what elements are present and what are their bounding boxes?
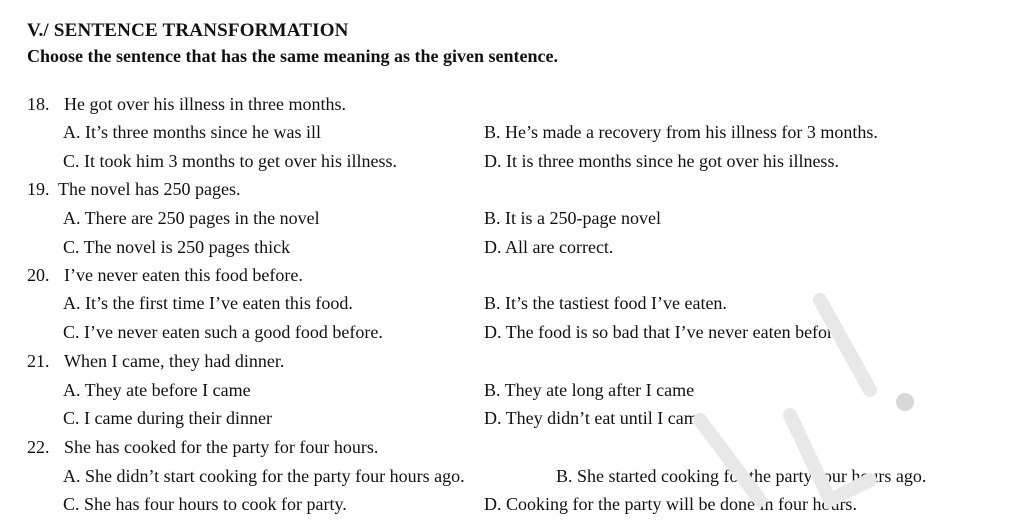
question-20-option-d[interactable]: D. The food is so bad that I’ve never eaten before. [484,322,846,342]
question-number: 22. [27,437,50,457]
section-title: V./ SENTENCE TRANSFORMATION [27,20,349,41]
question-number: 19. [27,179,50,199]
question-number: 21. [27,351,50,371]
question-22-option-a[interactable]: A. She didn’t start cooking for the party four hours ago. [63,466,465,486]
question-text: The novel has 250 pages. [58,179,241,199]
question-19-option-b[interactable]: B. It is a 250-page novel [484,208,661,228]
question-18-option-d[interactable]: D. It is three months since he got over his illness. [484,151,839,171]
question-text: When I came, they had dinner. [64,351,285,371]
question-text: She has cooked for the party for four hours. [64,437,379,457]
question-22-option-d[interactable]: D. Cooking for the party will be done in four hours. [484,494,857,514]
question-19-option-a[interactable]: A. There are 250 pages in the novel [63,208,320,228]
question-18-option-c[interactable]: C. It took him 3 months to get over his illness. [63,151,397,171]
question-22-stem [27,437,378,458]
question-18-stem [27,94,346,115]
question-22-option-c[interactable]: C. She has four hours to cook for party. [63,494,347,514]
question-number: 20. [27,265,50,285]
question-18-option-a[interactable]: A. It’s three months since he was ill [63,122,321,142]
question-20-option-b[interactable]: B. It’s the tastiest food I’ve eaten. [484,293,727,313]
question-21-stem [27,351,284,372]
question-21-option-b[interactable]: B. They ate long after I came [484,380,695,400]
question-20-option-c[interactable]: C. I’ve never eaten such a good food before. [63,322,383,342]
question-20-stem [27,265,303,286]
question-number: 18. [27,94,50,114]
watermark-stroke-icon [820,300,870,390]
question-19-option-c[interactable]: C. The novel is 250 pages thick [63,237,291,257]
question-22-option-b[interactable]: B. She started cooking for the party four hours ago. [556,466,927,486]
question-text: He got over his illness in three months. [64,94,346,114]
watermark-dot-icon [896,393,914,411]
question-20-option-a[interactable]: A. It’s the first time I’ve eaten this food. [63,293,353,313]
instruction: Choose the sentence that has the same meaning as the given sentence. [27,46,558,66]
question-text: I’ve never eaten this food before. [64,265,303,285]
watermark-stroke-icon [700,420,760,500]
question-21-option-a[interactable]: A. They ate before I came [63,380,251,400]
question-21-option-d[interactable]: D. They didn’t eat until I came. [484,408,711,428]
watermark-stroke-icon [790,415,870,500]
question-19-option-d[interactable]: D. All are correct. [484,237,614,257]
question-19-stem [27,179,240,200]
question-18-option-b[interactable]: B. He’s made a recovery from his illness for 3 months. [484,122,878,142]
question-21-option-c[interactable]: C. I came during their dinner [63,408,272,428]
